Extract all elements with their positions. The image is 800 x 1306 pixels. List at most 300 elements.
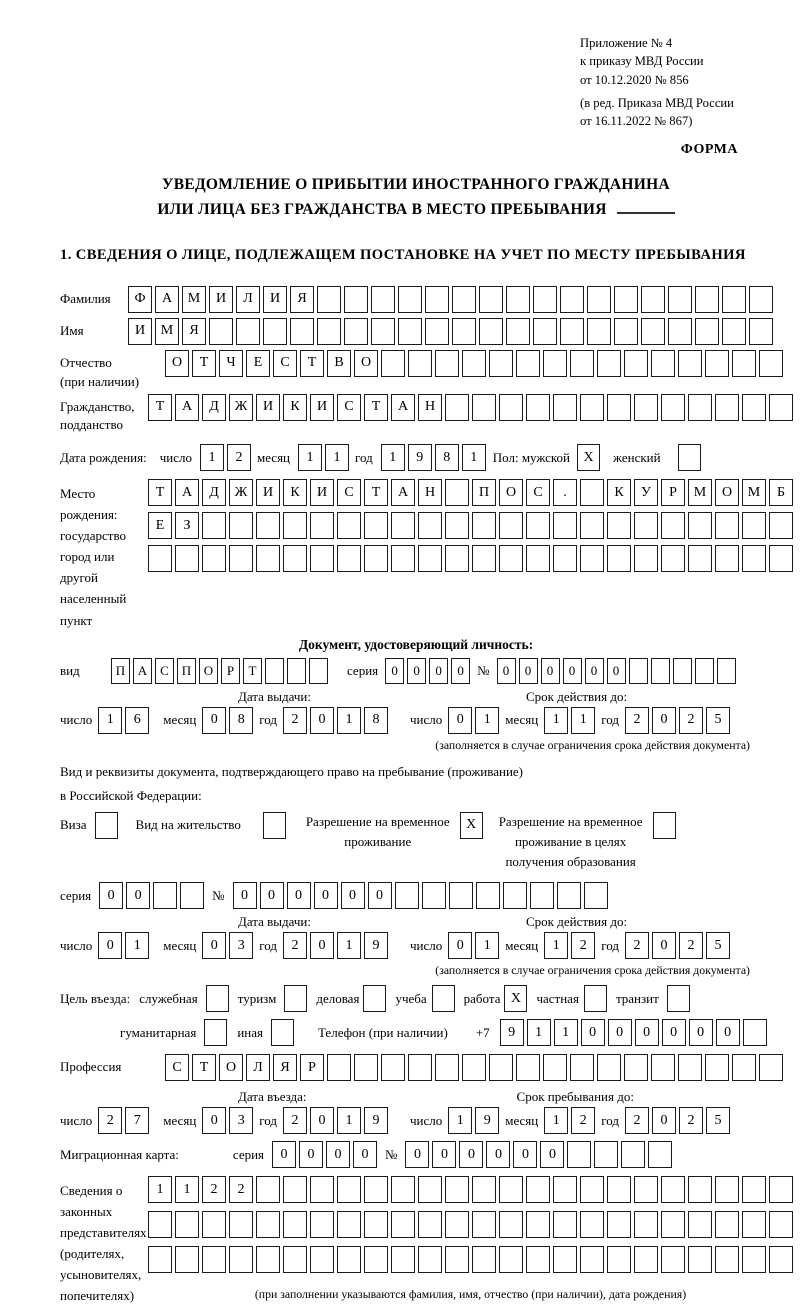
migration-number-cell[interactable]: 0 xyxy=(513,1141,537,1168)
migration-series-cell[interactable]: 0 xyxy=(272,1141,296,1168)
birthdate-year-cell[interactable]: 8 xyxy=(435,444,459,471)
resident-series-cell[interactable] xyxy=(180,882,204,909)
migration-number-cell[interactable] xyxy=(594,1141,618,1168)
resident-number-cell[interactable] xyxy=(557,882,581,909)
firstname-cell[interactable] xyxy=(668,318,692,345)
resident-issue-month-cell[interactable]: 0 xyxy=(202,932,226,959)
resident-number-cell[interactable]: 0 xyxy=(368,882,392,909)
birthplace-cell[interactable] xyxy=(418,545,442,572)
patronymic-cell[interactable] xyxy=(597,350,621,377)
birthplace-cell[interactable]: И xyxy=(310,479,334,506)
representatives-cell[interactable] xyxy=(742,1176,766,1203)
migration-number-cell[interactable] xyxy=(648,1141,672,1168)
surname-cell[interactable] xyxy=(614,286,638,313)
patronymic-cell[interactable]: Т xyxy=(192,350,216,377)
birthplace-cell[interactable] xyxy=(526,512,550,539)
representatives-cell[interactable] xyxy=(418,1246,442,1273)
doc-issue-day-cell[interactable]: 1 xyxy=(98,707,122,734)
entry-day-cell[interactable]: 7 xyxy=(125,1107,149,1134)
birthplace-cell[interactable] xyxy=(202,512,226,539)
profession-cell[interactable] xyxy=(570,1054,594,1081)
representatives-cell[interactable] xyxy=(688,1176,712,1203)
resident-valid-month-cell[interactable]: 1 xyxy=(544,932,568,959)
stay-year-cell[interactable]: 2 xyxy=(679,1107,703,1134)
birthdate-month-cell[interactable]: 1 xyxy=(325,444,349,471)
representatives-cell[interactable] xyxy=(310,1211,334,1238)
migration-number-cell[interactable] xyxy=(567,1141,591,1168)
doc-valid-year-cell[interactable]: 2 xyxy=(625,707,649,734)
option-temp-residence-education-checkbox-cell[interactable] xyxy=(653,812,676,839)
citizenship-cell[interactable] xyxy=(607,394,631,421)
representatives-cell[interactable] xyxy=(688,1246,712,1273)
doc-issue-month-cell[interactable]: 8 xyxy=(229,707,253,734)
birthplace-cell[interactable] xyxy=(580,512,604,539)
representatives-cell[interactable] xyxy=(526,1176,550,1203)
surname-cell[interactable]: Я xyxy=(290,286,314,313)
surname-cell[interactable] xyxy=(452,286,476,313)
doc-series-cell[interactable]: 0 xyxy=(407,658,426,684)
birthplace-cell[interactable] xyxy=(202,545,226,572)
patronymic-cell[interactable]: В xyxy=(327,350,351,377)
representatives-cell[interactable] xyxy=(202,1211,226,1238)
birthplace-cell[interactable] xyxy=(607,545,631,572)
birthplace-cell[interactable]: Б xyxy=(769,479,793,506)
resident-valid-month-cell[interactable]: 2 xyxy=(571,932,595,959)
birthplace-cell[interactable] xyxy=(742,545,766,572)
representatives-cell[interactable] xyxy=(337,1176,361,1203)
birthplace-cell[interactable] xyxy=(229,545,253,572)
resident-number-cell[interactable]: 0 xyxy=(341,882,365,909)
sex-male-checkbox-cell[interactable]: X xyxy=(577,444,600,471)
birthplace-cell[interactable]: Д xyxy=(202,479,226,506)
birthplace-cell[interactable]: С xyxy=(526,479,550,506)
representatives-cell[interactable] xyxy=(472,1246,496,1273)
birthplace-cell[interactable]: Н xyxy=(418,479,442,506)
profession-cell[interactable]: Р xyxy=(300,1054,324,1081)
purpose-private-checkbox-cell[interactable] xyxy=(584,985,607,1012)
birthplace-cell[interactable] xyxy=(445,512,469,539)
phone-cell[interactable]: 0 xyxy=(689,1019,713,1046)
representatives-cell[interactable] xyxy=(256,1246,280,1273)
birthdate-year-cell[interactable]: 1 xyxy=(381,444,405,471)
resident-valid-year-cell[interactable]: 2 xyxy=(679,932,703,959)
doc-number-cell[interactable]: 0 xyxy=(585,658,604,684)
stay-day-cell[interactable]: 1 xyxy=(448,1107,472,1134)
representatives-cell[interactable] xyxy=(607,1176,631,1203)
profession-cell[interactable] xyxy=(759,1054,783,1081)
representatives-cell[interactable] xyxy=(634,1176,658,1203)
birthplace-cell[interactable] xyxy=(553,512,577,539)
representatives-cell[interactable]: 2 xyxy=(229,1176,253,1203)
representatives-cell[interactable] xyxy=(661,1176,685,1203)
phone-cell[interactable]: 0 xyxy=(716,1019,740,1046)
resident-issue-day-cell[interactable]: 1 xyxy=(125,932,149,959)
representatives-cell[interactable] xyxy=(553,1176,577,1203)
birthplace-cell[interactable] xyxy=(715,512,739,539)
citizenship-cell[interactable]: А xyxy=(175,394,199,421)
resident-valid-year-cell[interactable]: 5 xyxy=(706,932,730,959)
representatives-cell[interactable] xyxy=(472,1211,496,1238)
birthplace-cell[interactable] xyxy=(661,512,685,539)
surname-cell[interactable] xyxy=(695,286,719,313)
representatives-cell[interactable] xyxy=(553,1211,577,1238)
entry-year-cell[interactable]: 0 xyxy=(310,1107,334,1134)
surname-cell[interactable] xyxy=(722,286,746,313)
birthplace-cell[interactable] xyxy=(310,545,334,572)
citizenship-cell[interactable]: Т xyxy=(364,394,388,421)
representatives-cell[interactable] xyxy=(634,1211,658,1238)
profession-cell[interactable]: С xyxy=(165,1054,189,1081)
firstname-cell[interactable] xyxy=(695,318,719,345)
doc-kind-cell[interactable]: О xyxy=(199,658,218,684)
representatives-cell[interactable] xyxy=(337,1211,361,1238)
resident-number-cell[interactable]: 0 xyxy=(260,882,284,909)
purpose-humanitarian-checkbox-cell[interactable] xyxy=(204,1019,227,1046)
firstname-cell[interactable] xyxy=(344,318,368,345)
resident-issue-day-cell[interactable]: 0 xyxy=(98,932,122,959)
representatives-cell[interactable] xyxy=(418,1176,442,1203)
surname-cell[interactable] xyxy=(749,286,773,313)
stay-year-cell[interactable]: 5 xyxy=(706,1107,730,1134)
birthplace-cell[interactable] xyxy=(418,512,442,539)
doc-issue-year-cell[interactable]: 2 xyxy=(283,707,307,734)
resident-number-cell[interactable] xyxy=(395,882,419,909)
patronymic-cell[interactable] xyxy=(543,350,567,377)
representatives-cell[interactable] xyxy=(337,1246,361,1273)
doc-kind-cell[interactable]: П xyxy=(111,658,130,684)
doc-valid-month-cell[interactable]: 1 xyxy=(571,707,595,734)
birthplace-cell[interactable]: А xyxy=(391,479,415,506)
representatives-cell[interactable] xyxy=(364,1246,388,1273)
resident-issue-month-cell[interactable]: 3 xyxy=(229,932,253,959)
citizenship-cell[interactable] xyxy=(688,394,712,421)
phone-cell[interactable]: 1 xyxy=(527,1019,551,1046)
representatives-cell[interactable] xyxy=(283,1176,307,1203)
representatives-cell[interactable] xyxy=(445,1211,469,1238)
profession-cell[interactable]: Л xyxy=(246,1054,270,1081)
surname-cell[interactable] xyxy=(425,286,449,313)
firstname-cell[interactable] xyxy=(641,318,665,345)
surname-cell[interactable] xyxy=(641,286,665,313)
representatives-cell[interactable] xyxy=(715,1176,739,1203)
firstname-cell[interactable] xyxy=(425,318,449,345)
doc-kind-cell[interactable]: С xyxy=(155,658,174,684)
birthplace-cell[interactable] xyxy=(499,545,523,572)
resident-number-cell[interactable]: 0 xyxy=(314,882,338,909)
citizenship-cell[interactable] xyxy=(472,394,496,421)
profession-cell[interactable] xyxy=(381,1054,405,1081)
representatives-cell[interactable] xyxy=(391,1211,415,1238)
resident-number-cell[interactable] xyxy=(422,882,446,909)
stay-year-cell[interactable]: 0 xyxy=(652,1107,676,1134)
resident-issue-year-cell[interactable]: 9 xyxy=(364,932,388,959)
surname-cell[interactable]: Ф xyxy=(128,286,152,313)
birthplace-cell[interactable]: З xyxy=(175,512,199,539)
resident-valid-year-cell[interactable]: 2 xyxy=(625,932,649,959)
birthplace-cell[interactable] xyxy=(769,512,793,539)
resident-issue-year-cell[interactable]: 0 xyxy=(310,932,334,959)
birthplace-cell[interactable] xyxy=(526,545,550,572)
surname-cell[interactable] xyxy=(560,286,584,313)
resident-number-cell[interactable] xyxy=(449,882,473,909)
surname-cell[interactable] xyxy=(398,286,422,313)
resident-number-cell[interactable]: 0 xyxy=(287,882,311,909)
representatives-cell[interactable] xyxy=(634,1246,658,1273)
doc-valid-day-cell[interactable]: 1 xyxy=(475,707,499,734)
birthplace-cell[interactable] xyxy=(688,512,712,539)
representatives-cell[interactable] xyxy=(445,1246,469,1273)
stay-month-cell[interactable]: 2 xyxy=(571,1107,595,1134)
representatives-cell[interactable]: 1 xyxy=(175,1176,199,1203)
entry-month-cell[interactable]: 3 xyxy=(229,1107,253,1134)
patronymic-cell[interactable]: С xyxy=(273,350,297,377)
birthplace-cell[interactable] xyxy=(580,545,604,572)
representatives-cell[interactable] xyxy=(256,1211,280,1238)
birthplace-cell[interactable]: А xyxy=(175,479,199,506)
birthplace-cell[interactable] xyxy=(499,512,523,539)
resident-number-cell[interactable] xyxy=(476,882,500,909)
representatives-cell[interactable]: 2 xyxy=(202,1176,226,1203)
resident-valid-day-cell[interactable]: 0 xyxy=(448,932,472,959)
surname-cell[interactable]: И xyxy=(263,286,287,313)
resident-series-cell[interactable]: 0 xyxy=(126,882,150,909)
birthdate-day-cell[interactable]: 1 xyxy=(200,444,224,471)
representatives-cell[interactable] xyxy=(148,1211,172,1238)
birthplace-cell[interactable]: С xyxy=(337,479,361,506)
patronymic-cell[interactable]: Е xyxy=(246,350,270,377)
birthplace-cell[interactable]: М xyxy=(742,479,766,506)
birthplace-cell[interactable] xyxy=(715,545,739,572)
birthplace-cell[interactable] xyxy=(580,479,604,506)
representatives-cell[interactable] xyxy=(229,1246,253,1273)
birthplace-cell[interactable] xyxy=(688,545,712,572)
representatives-cell[interactable] xyxy=(202,1246,226,1273)
representatives-cell[interactable] xyxy=(418,1211,442,1238)
doc-number-cell[interactable]: 0 xyxy=(607,658,626,684)
resident-number-cell[interactable] xyxy=(503,882,527,909)
phone-cell[interactable]: 0 xyxy=(662,1019,686,1046)
migration-series-cell[interactable]: 0 xyxy=(299,1141,323,1168)
doc-issue-day-cell[interactable]: 6 xyxy=(125,707,149,734)
birthplace-cell[interactable]: Р xyxy=(661,479,685,506)
profession-cell[interactable] xyxy=(732,1054,756,1081)
sex-female-checkbox-cell[interactable] xyxy=(678,444,701,471)
doc-series-cell[interactable]: 0 xyxy=(451,658,470,684)
representatives-cell[interactable] xyxy=(283,1211,307,1238)
representatives-cell[interactable] xyxy=(580,1246,604,1273)
birthplace-cell[interactable] xyxy=(364,545,388,572)
representatives-cell[interactable]: 1 xyxy=(148,1176,172,1203)
doc-issue-year-cell[interactable]: 0 xyxy=(310,707,334,734)
option-temp-residence-checkbox-cell[interactable]: X xyxy=(460,812,483,839)
representatives-cell[interactable] xyxy=(391,1176,415,1203)
representatives-cell[interactable] xyxy=(607,1211,631,1238)
surname-cell[interactable] xyxy=(587,286,611,313)
representatives-cell[interactable] xyxy=(580,1176,604,1203)
profession-cell[interactable] xyxy=(489,1054,513,1081)
firstname-cell[interactable] xyxy=(398,318,422,345)
birthdate-year-cell[interactable]: 1 xyxy=(462,444,486,471)
citizenship-cell[interactable] xyxy=(634,394,658,421)
representatives-cell[interactable] xyxy=(769,1176,793,1203)
doc-issue-month-cell[interactable]: 0 xyxy=(202,707,226,734)
firstname-cell[interactable]: И xyxy=(128,318,152,345)
citizenship-cell[interactable]: Т xyxy=(148,394,172,421)
citizenship-cell[interactable]: К xyxy=(283,394,307,421)
birthplace-cell[interactable] xyxy=(283,512,307,539)
patronymic-cell[interactable] xyxy=(624,350,648,377)
doc-valid-month-cell[interactable]: 1 xyxy=(544,707,568,734)
birthplace-cell[interactable]: У xyxy=(634,479,658,506)
patronymic-cell[interactable] xyxy=(678,350,702,377)
patronymic-cell[interactable] xyxy=(381,350,405,377)
firstname-cell[interactable]: М xyxy=(155,318,179,345)
birthplace-cell[interactable] xyxy=(310,512,334,539)
citizenship-cell[interactable]: А xyxy=(391,394,415,421)
representatives-cell[interactable] xyxy=(364,1211,388,1238)
migration-number-cell[interactable]: 0 xyxy=(432,1141,456,1168)
profession-cell[interactable] xyxy=(624,1054,648,1081)
surname-cell[interactable] xyxy=(533,286,557,313)
birthplace-cell[interactable] xyxy=(445,545,469,572)
representatives-cell[interactable] xyxy=(499,1176,523,1203)
birthplace-cell[interactable] xyxy=(742,512,766,539)
representatives-cell[interactable] xyxy=(499,1246,523,1273)
profession-cell[interactable]: Т xyxy=(192,1054,216,1081)
representatives-cell[interactable] xyxy=(661,1246,685,1273)
surname-cell[interactable] xyxy=(317,286,341,313)
birthplace-cell[interactable] xyxy=(472,545,496,572)
doc-number-cell[interactable] xyxy=(629,658,648,684)
birthplace-cell[interactable]: . xyxy=(553,479,577,506)
representatives-cell[interactable] xyxy=(148,1246,172,1273)
citizenship-cell[interactable] xyxy=(769,394,793,421)
citizenship-cell[interactable]: И xyxy=(256,394,280,421)
representatives-cell[interactable] xyxy=(310,1176,334,1203)
surname-cell[interactable]: Л xyxy=(236,286,260,313)
representatives-cell[interactable] xyxy=(607,1246,631,1273)
profession-cell[interactable] xyxy=(705,1054,729,1081)
patronymic-cell[interactable] xyxy=(732,350,756,377)
representatives-cell[interactable] xyxy=(256,1176,280,1203)
patronymic-cell[interactable] xyxy=(408,350,432,377)
representatives-cell[interactable] xyxy=(229,1211,253,1238)
entry-day-cell[interactable]: 2 xyxy=(98,1107,122,1134)
phone-cell[interactable]: 0 xyxy=(581,1019,605,1046)
doc-number-cell[interactable]: 0 xyxy=(497,658,516,684)
birthplace-cell[interactable]: Т xyxy=(364,479,388,506)
citizenship-cell[interactable]: Н xyxy=(418,394,442,421)
citizenship-cell[interactable]: С xyxy=(337,394,361,421)
surname-cell[interactable] xyxy=(479,286,503,313)
firstname-cell[interactable] xyxy=(587,318,611,345)
representatives-cell[interactable] xyxy=(364,1176,388,1203)
profession-cell[interactable] xyxy=(408,1054,432,1081)
birthplace-cell[interactable]: Ж xyxy=(229,479,253,506)
surname-cell[interactable] xyxy=(506,286,530,313)
birthdate-day-cell[interactable]: 2 xyxy=(227,444,251,471)
profession-cell[interactable]: О xyxy=(219,1054,243,1081)
representatives-cell[interactable] xyxy=(580,1211,604,1238)
patronymic-cell[interactable] xyxy=(516,350,540,377)
doc-number-cell[interactable] xyxy=(695,658,714,684)
firstname-cell[interactable] xyxy=(371,318,395,345)
birthplace-cell[interactable] xyxy=(391,512,415,539)
birthplace-cell[interactable] xyxy=(391,545,415,572)
doc-kind-cell[interactable]: Т xyxy=(243,658,262,684)
surname-cell[interactable]: М xyxy=(182,286,206,313)
representatives-cell[interactable] xyxy=(445,1176,469,1203)
stay-month-cell[interactable]: 1 xyxy=(544,1107,568,1134)
purpose-transit-checkbox-cell[interactable] xyxy=(667,985,690,1012)
birthplace-cell[interactable] xyxy=(229,512,253,539)
doc-series-cell[interactable]: 0 xyxy=(429,658,448,684)
phone-cell[interactable]: 0 xyxy=(608,1019,632,1046)
firstname-cell[interactable] xyxy=(263,318,287,345)
representatives-cell[interactable] xyxy=(499,1211,523,1238)
firstname-cell[interactable] xyxy=(317,318,341,345)
purpose-other-checkbox-cell[interactable] xyxy=(271,1019,294,1046)
citizenship-cell[interactable] xyxy=(742,394,766,421)
entry-year-cell[interactable]: 9 xyxy=(364,1107,388,1134)
doc-valid-year-cell[interactable]: 0 xyxy=(652,707,676,734)
doc-number-cell[interactable]: 0 xyxy=(541,658,560,684)
entry-month-cell[interactable]: 0 xyxy=(202,1107,226,1134)
doc-kind-cell[interactable] xyxy=(265,658,284,684)
birthplace-cell[interactable] xyxy=(472,512,496,539)
patronymic-cell[interactable]: Ч xyxy=(219,350,243,377)
profession-cell[interactable] xyxy=(516,1054,540,1081)
phone-cell[interactable]: 1 xyxy=(554,1019,578,1046)
patronymic-cell[interactable]: О xyxy=(354,350,378,377)
citizenship-cell[interactable] xyxy=(715,394,739,421)
entry-year-cell[interactable]: 1 xyxy=(337,1107,361,1134)
resident-number-cell[interactable] xyxy=(584,882,608,909)
resident-number-cell[interactable]: 0 xyxy=(233,882,257,909)
birthplace-cell[interactable] xyxy=(256,512,280,539)
representatives-cell[interactable] xyxy=(526,1211,550,1238)
profession-cell[interactable] xyxy=(435,1054,459,1081)
firstname-cell[interactable] xyxy=(452,318,476,345)
doc-kind-cell[interactable]: А xyxy=(133,658,152,684)
birthplace-cell[interactable]: О xyxy=(499,479,523,506)
purpose-business-checkbox-cell[interactable] xyxy=(363,985,386,1012)
representatives-cell[interactable] xyxy=(742,1246,766,1273)
birthplace-cell[interactable]: И xyxy=(256,479,280,506)
citizenship-cell[interactable]: Д xyxy=(202,394,226,421)
representatives-cell[interactable] xyxy=(283,1246,307,1273)
doc-number-cell[interactable] xyxy=(717,658,736,684)
birthplace-cell[interactable] xyxy=(445,479,469,506)
birthplace-cell[interactable] xyxy=(769,545,793,572)
migration-number-cell[interactable] xyxy=(621,1141,645,1168)
doc-number-cell[interactable]: 0 xyxy=(563,658,582,684)
migration-series-cell[interactable]: 0 xyxy=(326,1141,350,1168)
doc-issue-year-cell[interactable]: 1 xyxy=(337,707,361,734)
firstname-cell[interactable]: Я xyxy=(182,318,206,345)
profession-cell[interactable] xyxy=(462,1054,486,1081)
doc-kind-cell[interactable]: П xyxy=(177,658,196,684)
surname-cell[interactable]: А xyxy=(155,286,179,313)
resident-series-cell[interactable] xyxy=(153,882,177,909)
birthplace-cell[interactable]: Т xyxy=(148,479,172,506)
doc-number-cell[interactable] xyxy=(651,658,670,684)
birthdate-month-cell[interactable]: 1 xyxy=(298,444,322,471)
migration-number-cell[interactable]: 0 xyxy=(459,1141,483,1168)
birthplace-cell[interactable]: К xyxy=(607,479,631,506)
birthplace-cell[interactable] xyxy=(634,512,658,539)
birthplace-cell[interactable]: К xyxy=(283,479,307,506)
